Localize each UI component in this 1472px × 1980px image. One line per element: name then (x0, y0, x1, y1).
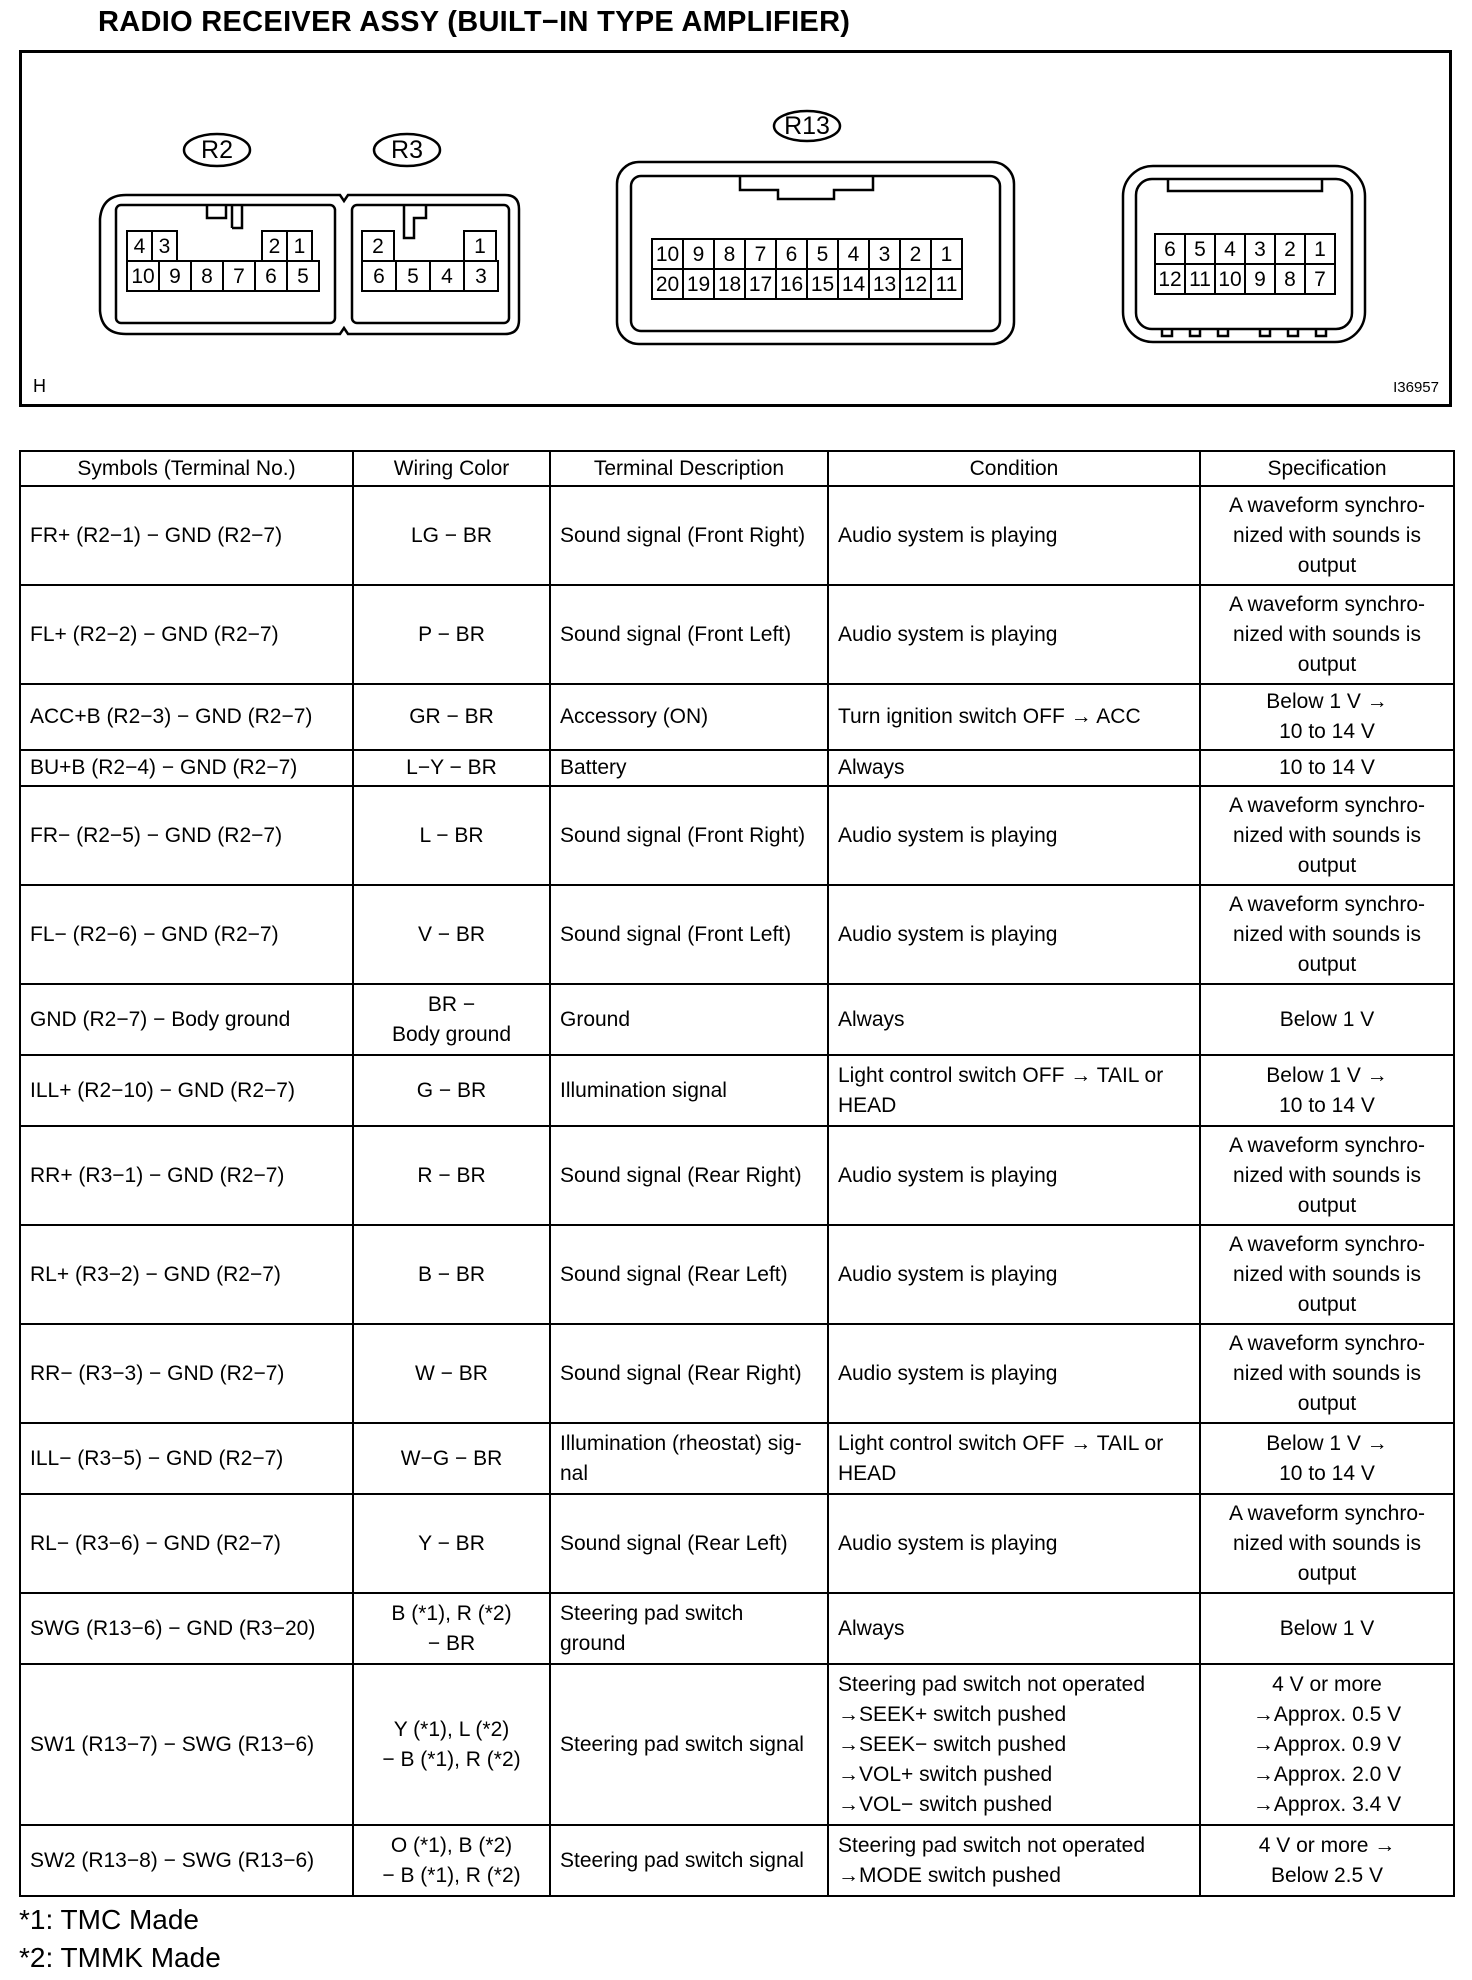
cell-condition: Always (828, 1593, 1200, 1664)
cell-condition: Audio system is playing (828, 786, 1200, 885)
r2-pin-number: 1 (293, 235, 306, 258)
table-row (20, 750, 1454, 786)
c12-pin-number: 1 (1314, 238, 1326, 261)
cell-description: Sound signal (Front Left) (550, 585, 828, 684)
r2-pin-number: 10 (131, 265, 155, 288)
cell-condition: Light control switch OFF → TAIL or HEAD (828, 1423, 1200, 1494)
cell-specification: Below 1 V → 10 to 14 V (1200, 1055, 1454, 1126)
c12-pin-number: 6 (1164, 238, 1176, 261)
r3-pin-number: 1 (474, 235, 486, 258)
r2-pin-number: 3 (158, 235, 171, 258)
table-row (20, 984, 1454, 1055)
header-symbols: Symbols (Terminal No.) (20, 451, 353, 486)
r13-pin-number: 17 (748, 273, 773, 296)
header-condition: Condition (828, 451, 1200, 486)
r2-pin-number: 6 (265, 265, 277, 288)
cell-description: Sound signal (Rear Right) (550, 1324, 828, 1423)
image-code: I36957 (1393, 379, 1439, 396)
cell-condition: Steering pad switch not operated →SEEK+ switch pushed →SEEK− switch pushed →VOL+ switch pushed →VOL− switch pushed (828, 1664, 1200, 1825)
cell-specification: A waveform synchro- nized with sounds is output (1200, 585, 1454, 684)
cell-description: Steering pad switch signal (550, 1825, 828, 1896)
page-title: RADIO RECEIVER ASSY (BUILT−IN TYPE AMPLIFIER) (98, 6, 851, 38)
cell-specification: A waveform synchro- nized with sounds is output (1200, 786, 1454, 885)
cell-wiring-color: W − BR (353, 1324, 550, 1423)
cell-symbol: FR+ (R2−1) − GND (R2−7) (20, 486, 353, 585)
cell-wiring-color: L − BR (353, 786, 550, 885)
r13-pin-number: 15 (810, 273, 835, 296)
table-row (20, 585, 1454, 684)
cell-condition: Audio system is playing (828, 1126, 1200, 1225)
c12-pin-number: 4 (1224, 238, 1236, 261)
r2-pin-number: 2 (268, 235, 281, 258)
cell-description: Battery (550, 750, 828, 786)
header-wiring-color: Wiring Color (353, 451, 550, 486)
r2-label: R2 (201, 136, 233, 164)
r13-pin-number: 16 (779, 273, 804, 296)
table-row (20, 786, 1454, 885)
c12-pin-number: 11 (1189, 268, 1211, 291)
r13-pin-number: 9 (692, 243, 705, 266)
r2-r3-housing (100, 195, 519, 334)
cell-description: Accessory (ON) (550, 684, 828, 750)
c12-pin-number: 3 (1254, 238, 1266, 261)
cell-symbol: RR− (R3−3) − GND (R2−7) (20, 1324, 353, 1423)
cell-wiring-color: L−Y − BR (353, 750, 550, 786)
r13-pin-number: 18 (717, 273, 742, 296)
cell-symbol: BU+B (R2−4) − GND (R2−7) (20, 750, 353, 786)
r3-pin-number: 2 (372, 235, 384, 258)
cell-description: Sound signal (Rear Left) (550, 1225, 828, 1324)
r2-latch (207, 206, 242, 228)
cell-condition: Audio system is playing (828, 1225, 1200, 1324)
footnote-1: *1: TMC Made (19, 1904, 199, 1935)
cell-wiring-color: W−G − BR (353, 1423, 550, 1494)
table-row (20, 1664, 1454, 1825)
r3-pin-number: 4 (441, 265, 453, 288)
cell-condition: Audio system is playing (828, 486, 1200, 585)
cell-wiring-color: V − BR (353, 885, 550, 984)
r2-pin-number: 9 (169, 265, 181, 288)
c12-pin-number: 8 (1284, 268, 1296, 291)
r13-key (740, 176, 873, 199)
cell-symbol: GND (R2−7) − Body ground (20, 984, 353, 1055)
r2-pin-number: 8 (201, 265, 213, 288)
c12-pin-number: 5 (1194, 238, 1206, 261)
r13-pin-number: 19 (686, 273, 711, 296)
cell-condition: Audio system is playing (828, 885, 1200, 984)
terminal-spec-table (19, 450, 1455, 1897)
cell-condition: Audio system is playing (828, 585, 1200, 684)
table-header-row (20, 451, 1454, 486)
cell-symbol: RR+ (R3−1) − GND (R2−7) (20, 1126, 353, 1225)
c12-pin-number: 12 (1158, 268, 1182, 291)
cell-condition: Steering pad switch not operated →MODE switch pushed (828, 1825, 1200, 1896)
cell-condition: Always (828, 750, 1200, 786)
r13-pin-number: 13 (872, 273, 897, 296)
header-terminal-description: Terminal Description (550, 451, 828, 486)
cell-symbol: FL− (R2−6) − GND (R2−7) (20, 885, 353, 984)
footnote-2: *2: TMMK Made (19, 1942, 221, 1973)
table-body (20, 486, 1454, 1896)
cell-wiring-color: B − BR (353, 1225, 550, 1324)
connector-diagram (19, 50, 1452, 407)
r2-inner-frame (116, 205, 335, 323)
r13-label: R13 (784, 112, 830, 140)
r13-pin-number: 11 (935, 273, 958, 296)
cell-symbol: ACC+B (R2−3) − GND (R2−7) (20, 684, 353, 750)
r13-pin-number: 10 (655, 243, 680, 266)
cell-specification: Below 1 V (1200, 1593, 1454, 1664)
cell-wiring-color: Y − BR (353, 1494, 550, 1593)
cell-symbol: FL+ (R2−2) − GND (R2−7) (20, 585, 353, 684)
cell-condition: Audio system is playing (828, 1494, 1200, 1593)
cell-specification: Below 1 V (1200, 984, 1454, 1055)
cell-wiring-color: O (*1), B (*2) − B (*1), R (*2) (353, 1825, 550, 1896)
c12-pin-number: 10 (1218, 268, 1242, 291)
c12-pin-number: 9 (1254, 268, 1266, 291)
cell-symbol: ILL− (R3−5) − GND (R2−7) (20, 1423, 353, 1494)
cell-specification: A waveform synchro- nized with sounds is output (1200, 1126, 1454, 1225)
corner-letter: H (33, 376, 46, 396)
r2-pin-number: 5 (297, 265, 309, 288)
connector-drawing (22, 53, 1449, 404)
cell-specification: A waveform synchro- nized with sounds is output (1200, 1494, 1454, 1593)
table-row (20, 1055, 1454, 1126)
table-row (20, 684, 1454, 750)
r13-pin-number: 7 (754, 243, 767, 266)
r13-pin-number: 4 (847, 243, 860, 266)
cell-description: Steering pad switch ground (550, 1593, 828, 1664)
cell-specification: 10 to 14 V (1200, 750, 1454, 786)
cell-specification: A waveform synchro- nized with sounds is output (1200, 1324, 1454, 1423)
table-row (20, 1825, 1454, 1896)
cell-description: Sound signal (Front Right) (550, 486, 828, 585)
r13-pin-number: 14 (841, 273, 866, 296)
table-row (20, 1324, 1454, 1423)
cell-condition: Turn ignition switch OFF → ACC (828, 684, 1200, 750)
cell-symbol: SW1 (R13−7) − SWG (R13−6) (20, 1664, 353, 1825)
cell-condition: Audio system is playing (828, 1324, 1200, 1423)
cell-wiring-color: LG − BR (353, 486, 550, 585)
cell-condition: Always (828, 984, 1200, 1055)
cell-specification: 4 V or more → Below 2.5 V (1200, 1825, 1454, 1896)
cell-wiring-color: Y (*1), L (*2) − B (*1), R (*2) (353, 1664, 550, 1825)
r2-pin-number: 7 (233, 265, 245, 288)
r13-pin-number: 20 (655, 273, 680, 296)
cell-wiring-color: P − BR (353, 585, 550, 684)
r13-pin-number: 6 (785, 243, 798, 266)
r3-pin-number: 6 (373, 265, 385, 288)
cell-specification: Below 1 V → 10 to 14 V (1200, 1423, 1454, 1494)
table-row (20, 1494, 1454, 1593)
r3-latch (404, 206, 426, 238)
cell-description: Sound signal (Front Left) (550, 885, 828, 984)
cell-specification: 4 V or more →Approx. 0.5 V →Approx. 0.9 V →Approx. 2.0 V →Approx. 3.4 V (1200, 1664, 1454, 1825)
table-row (20, 1225, 1454, 1324)
cell-symbol: ILL+ (R2−10) − GND (R2−7) (20, 1055, 353, 1126)
r13-pin-number: 3 (878, 243, 891, 266)
cell-specification: Below 1 V → 10 to 14 V (1200, 684, 1454, 750)
cell-description: Steering pad switch signal (550, 1664, 828, 1825)
cell-wiring-color: B (*1), R (*2) − BR (353, 1593, 550, 1664)
c12-pin-number: 7 (1314, 268, 1326, 291)
r13-pin-number: 2 (909, 243, 922, 266)
c12-key (1168, 179, 1322, 191)
cell-description: Sound signal (Rear Right) (550, 1126, 828, 1225)
cell-wiring-color: R − BR (353, 1126, 550, 1225)
r2-pin-number: 4 (133, 235, 146, 258)
cell-description: Illumination signal (550, 1055, 828, 1126)
cell-symbol: FR− (R2−5) − GND (R2−7) (20, 786, 353, 885)
cell-symbol: SW2 (R13−8) − SWG (R13−6) (20, 1825, 353, 1896)
cell-description: Illumination (rheostat) sig- nal (550, 1423, 828, 1494)
cell-symbol: RL− (R3−6) − GND (R2−7) (20, 1494, 353, 1593)
r13-pin-number: 5 (816, 243, 829, 266)
header-specification: Specification (1200, 451, 1454, 486)
r13-pin-number: 1 (940, 243, 953, 266)
cell-specification: A waveform synchro- nized with sounds is output (1200, 486, 1454, 585)
cell-condition: Light control switch OFF → TAIL or HEAD (828, 1055, 1200, 1126)
cell-description: Sound signal (Front Right) (550, 786, 828, 885)
r3-pin-number: 5 (407, 265, 419, 288)
table-row (20, 486, 1454, 585)
r13-pin-number: 12 (903, 273, 928, 296)
r3-pin-number: 3 (475, 265, 487, 288)
cell-symbol: SWG (R13−6) − GND (R3−20) (20, 1593, 353, 1664)
c12-pin-number: 2 (1284, 238, 1296, 261)
cell-description: Sound signal (Rear Left) (550, 1494, 828, 1593)
r3-label: R3 (391, 136, 423, 164)
cell-wiring-color: G − BR (353, 1055, 550, 1126)
cell-wiring-color: GR − BR (353, 684, 550, 750)
table-row (20, 1423, 1454, 1494)
cell-specification: A waveform synchro- nized with sounds is output (1200, 1225, 1454, 1324)
r13-pin-number: 8 (723, 243, 736, 266)
cell-specification: A waveform synchro- nized with sounds is output (1200, 885, 1454, 984)
cell-wiring-color: BR − Body ground (353, 984, 550, 1055)
table-row (20, 885, 1454, 984)
cell-symbol: RL+ (R3−2) − GND (R2−7) (20, 1225, 353, 1324)
table-row (20, 1126, 1454, 1225)
cell-description: Ground (550, 984, 828, 1055)
table-row (20, 1593, 1454, 1664)
